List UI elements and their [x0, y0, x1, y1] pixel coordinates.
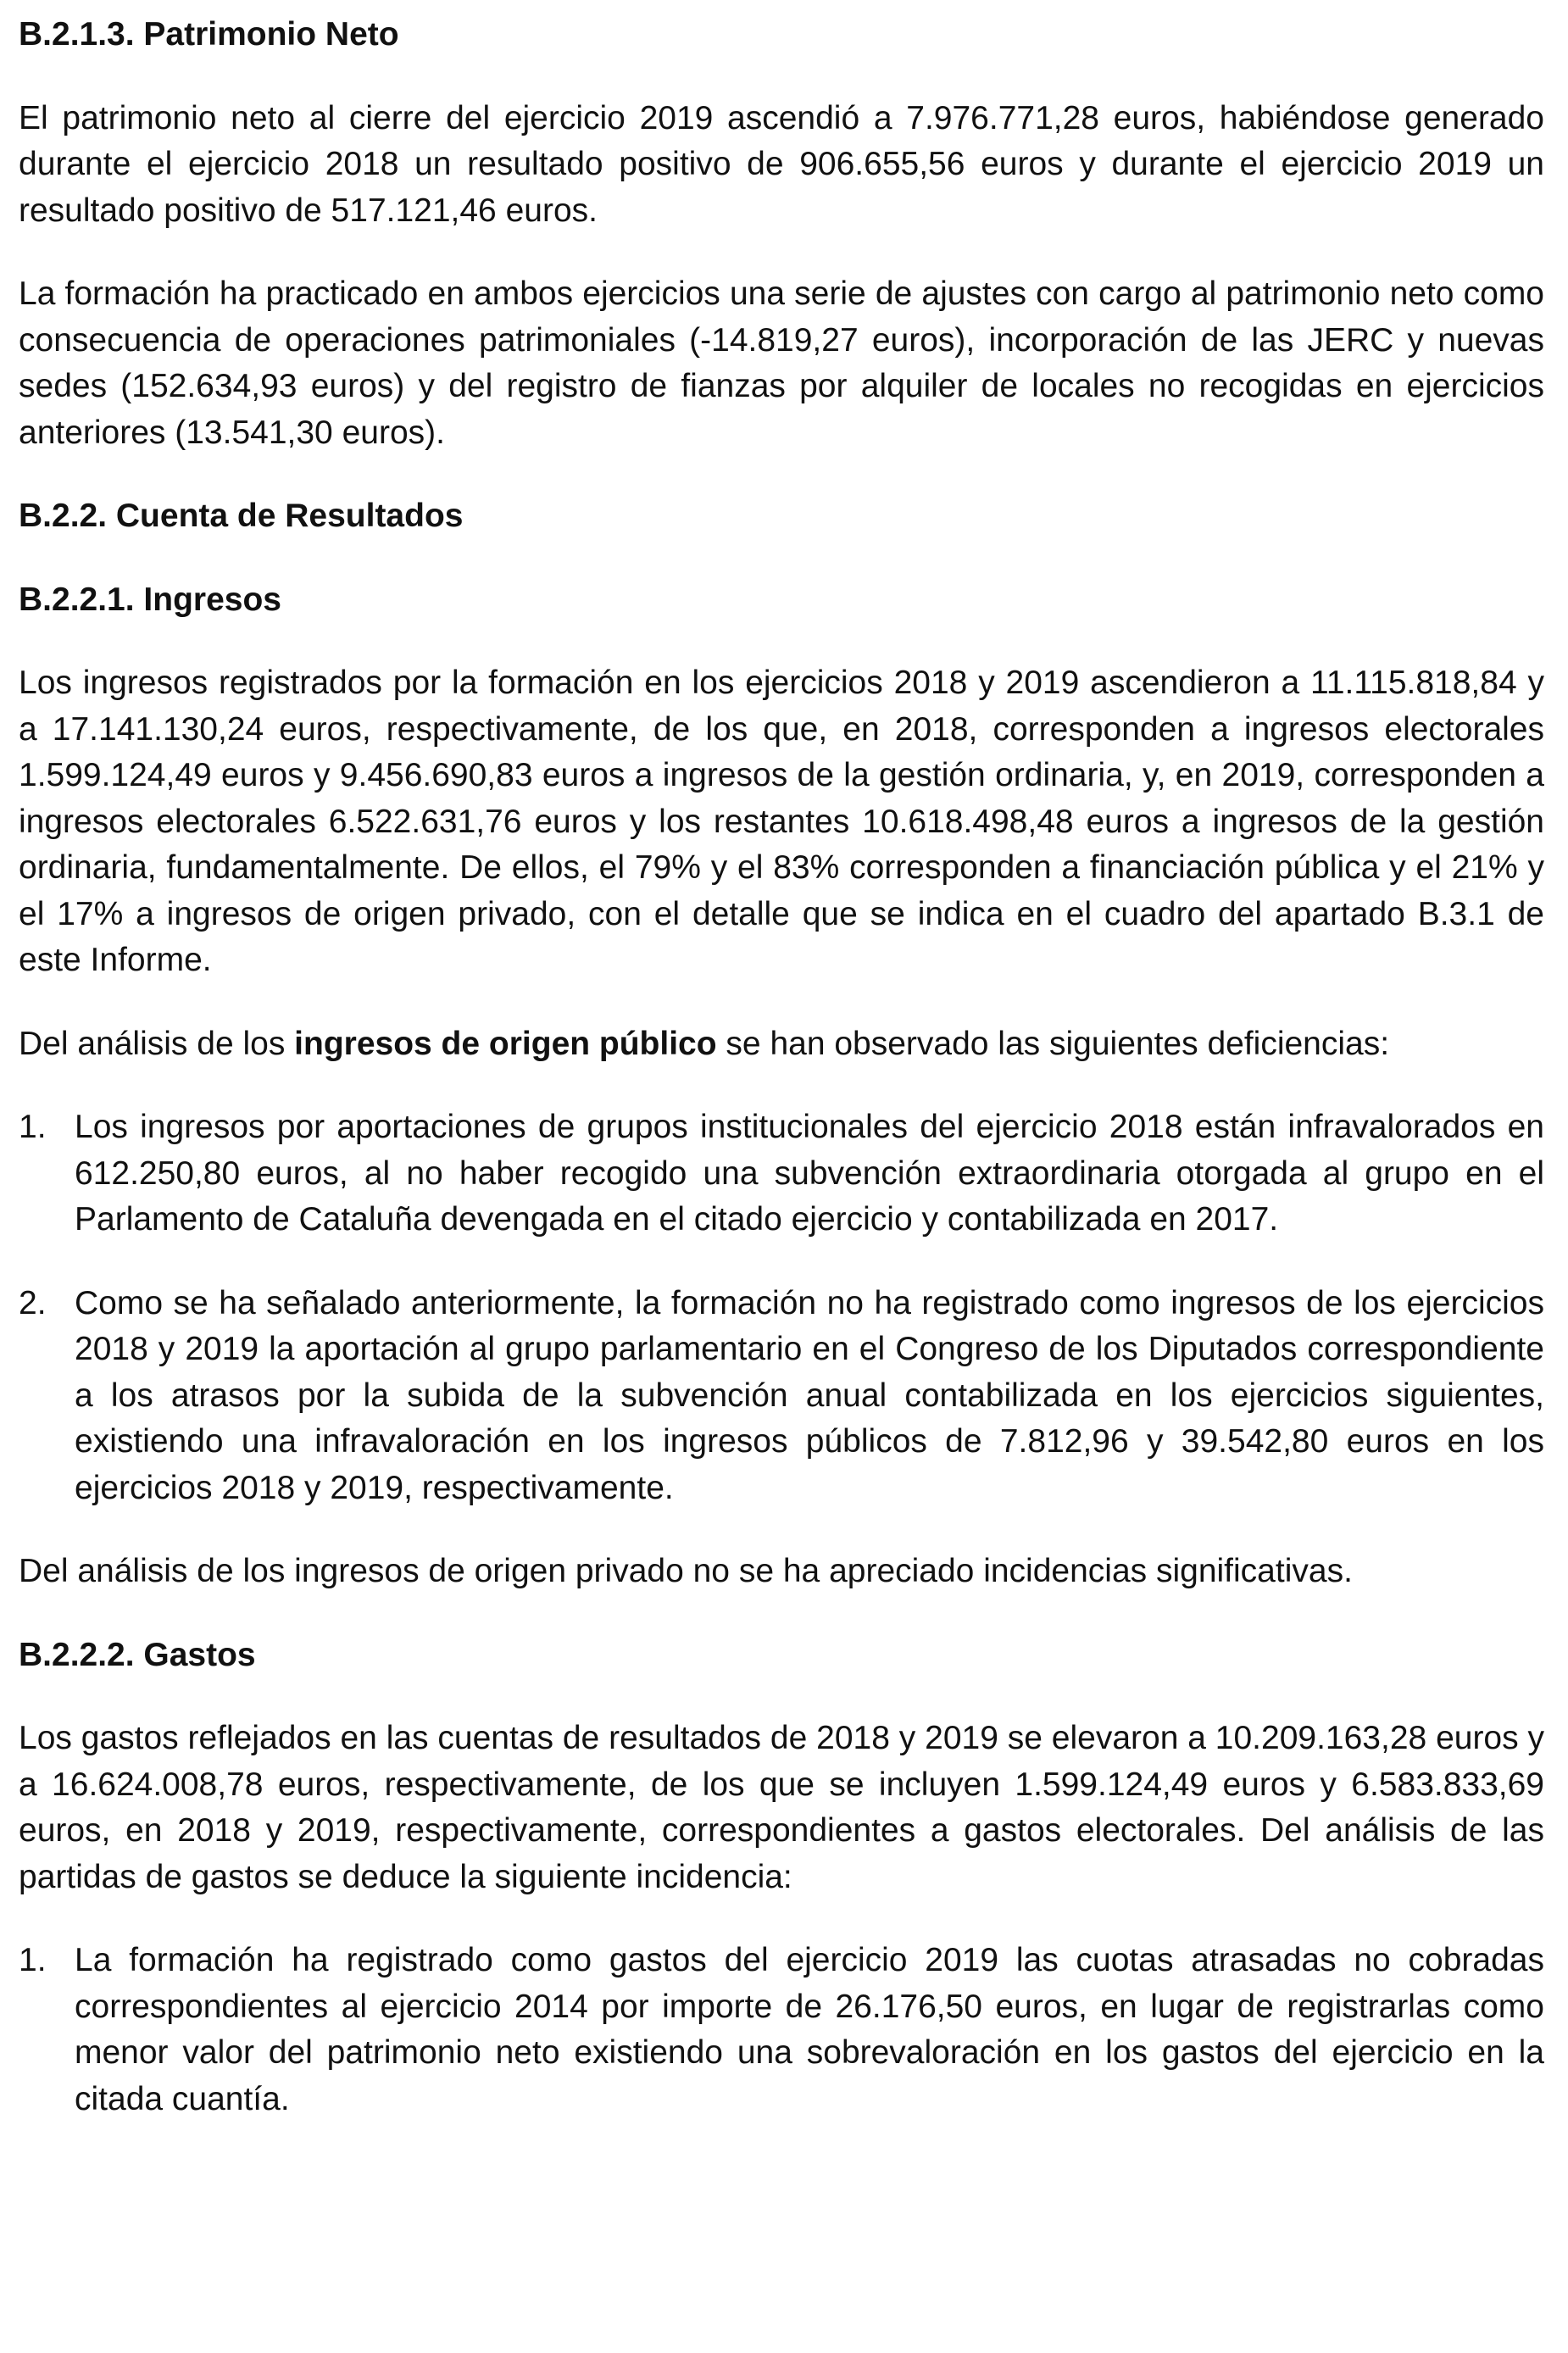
list-item-gastos-1: [19, 1938, 1544, 2122]
section-heading-ingresos: B.2.2.1. Ingresos: [19, 581, 281, 618]
paragraph-ingresos-2-post: se han observado las siguientes deficiencias:: [716, 1025, 1390, 1062]
list-item-number: 2.: [19, 1284, 47, 1321]
paragraph-gastos-1: Los gastos reflejados en las cuentas de resultados de 2018 y 2019 se elevaron a 10.209.163,28 euros y a 16.624.008,78 euros, respectivamente, de los que se incluyen 1.599.124,49 euros y 6.583.833,69 euros, en 2018 y 2019, respectivamente, correspondientes a gastos electorales. Del análisis de las partidas de gastos se deduce la siguiente incidencia:: [19, 1720, 1544, 1895]
list-item-number: 1.: [19, 1109, 47, 1145]
paragraph-ingresos-1: Los ingresos registrados por la formación en los ejercicios 2018 y 2019 ascendieron a 11.115.818,84 y a 17.141.130,24 euros, respectivamente, de los que, en 2018, corresponden a ingresos electorales 1.599.124,49 euros y 9.456.690,83 euros a ingresos de la gestión ordinaria, y, en 2019, corresponden a ingresos electorales 6.522.631,76 euros y los restantes 10.618.498,48 euros a ingresos de la gestión ordinaria, fundamentalmente. De ellos, el 79% y el 83% corresponden a financiación pública y el 21% y el 17% a ingresos de origen privado, con el detalle que se indica en el cuadro del apartado B.3.1 de este Informe.: [19, 665, 1544, 978]
paragraph-ingresos-2-pre: Del análisis de los: [19, 1025, 295, 1062]
list-item-number: 1.: [19, 1942, 47, 1978]
paragraph-patrimonio-neto-2: La formación ha practicado en ambos ejercicios una serie de ajustes con cargo al patrimonio neto como consecuencia de operaciones patrimoniales (-14.819,27 euros), incorporación de las JERC y nuevas sedes (152.634,93 euros) y del registro de fianzas por alquiler de locales no recogidas en ejercicios anteriores (13.541,30 euros).: [19, 275, 1544, 451]
section-heading-gastos: B.2.2.2. Gastos: [19, 1636, 256, 1673]
document-page: [19, 12, 1544, 2122]
section-heading-patrimonio-neto: B.2.1.3. Patrimonio Neto: [19, 16, 399, 53]
paragraph-ingresos-2: [19, 1021, 1544, 1068]
list-item-ingresos-2: [19, 1281, 1544, 1512]
section-heading-cuenta-resultados: B.2.2. Cuenta de Resultados: [19, 498, 464, 534]
paragraph-ingresos-2-bold: ingresos de origen público: [294, 1025, 717, 1062]
list-item-text: La formación ha registrado como gastos del ejercicio 2019 las cuotas atrasadas no cobradas correspondientes al ejercicio 2014 por importe de 26.176,50 euros, en lugar de registrarlas como menor valor del patrimonio neto existiendo una sobrevaloración en los gastos del ejercicio en la citada cuantía.: [75, 1942, 1544, 2117]
paragraph-patrimonio-neto-1: El patrimonio neto al cierre del ejercicio 2019 ascendió a 7.976.771,28 euros, habiéndose generado durante el ejercicio 2018 un resultado positivo de 906.655,56 euros y durante el ejercicio 2019 un resultado positivo de 517.121,46 euros.: [19, 99, 1544, 229]
list-item-text: Como se ha señalado anteriormente, la formación no ha registrado como ingresos de los ejercicios 2018 y 2019 la aportación al grupo parlamentario en el Congreso de los Diputados correspondiente a los atrasos por la subida de la subvención anual contabilizada en los ejercicios siguientes, existiendo una infravaloración en los ingresos públicos de 7.812,96 y 39.542,80 euros en los ejercicios 2018 y 2019, respectivamente.: [75, 1284, 1544, 1506]
list-item-ingresos-1: [19, 1104, 1544, 1243]
paragraph-ingresos-3: Del análisis de los ingresos de origen privado no se ha apreciado incidencias significativas.: [19, 1553, 1353, 1589]
list-item-text: Los ingresos por aportaciones de grupos institucionales del ejercicio 2018 están infravalorados en 612.250,80 euros, al no haber recogido una subvención extraordinaria otorgada al grupo en el Parlamento de Cataluña devengada en el citado ejercicio y contabilizada en 2017.: [75, 1109, 1544, 1238]
